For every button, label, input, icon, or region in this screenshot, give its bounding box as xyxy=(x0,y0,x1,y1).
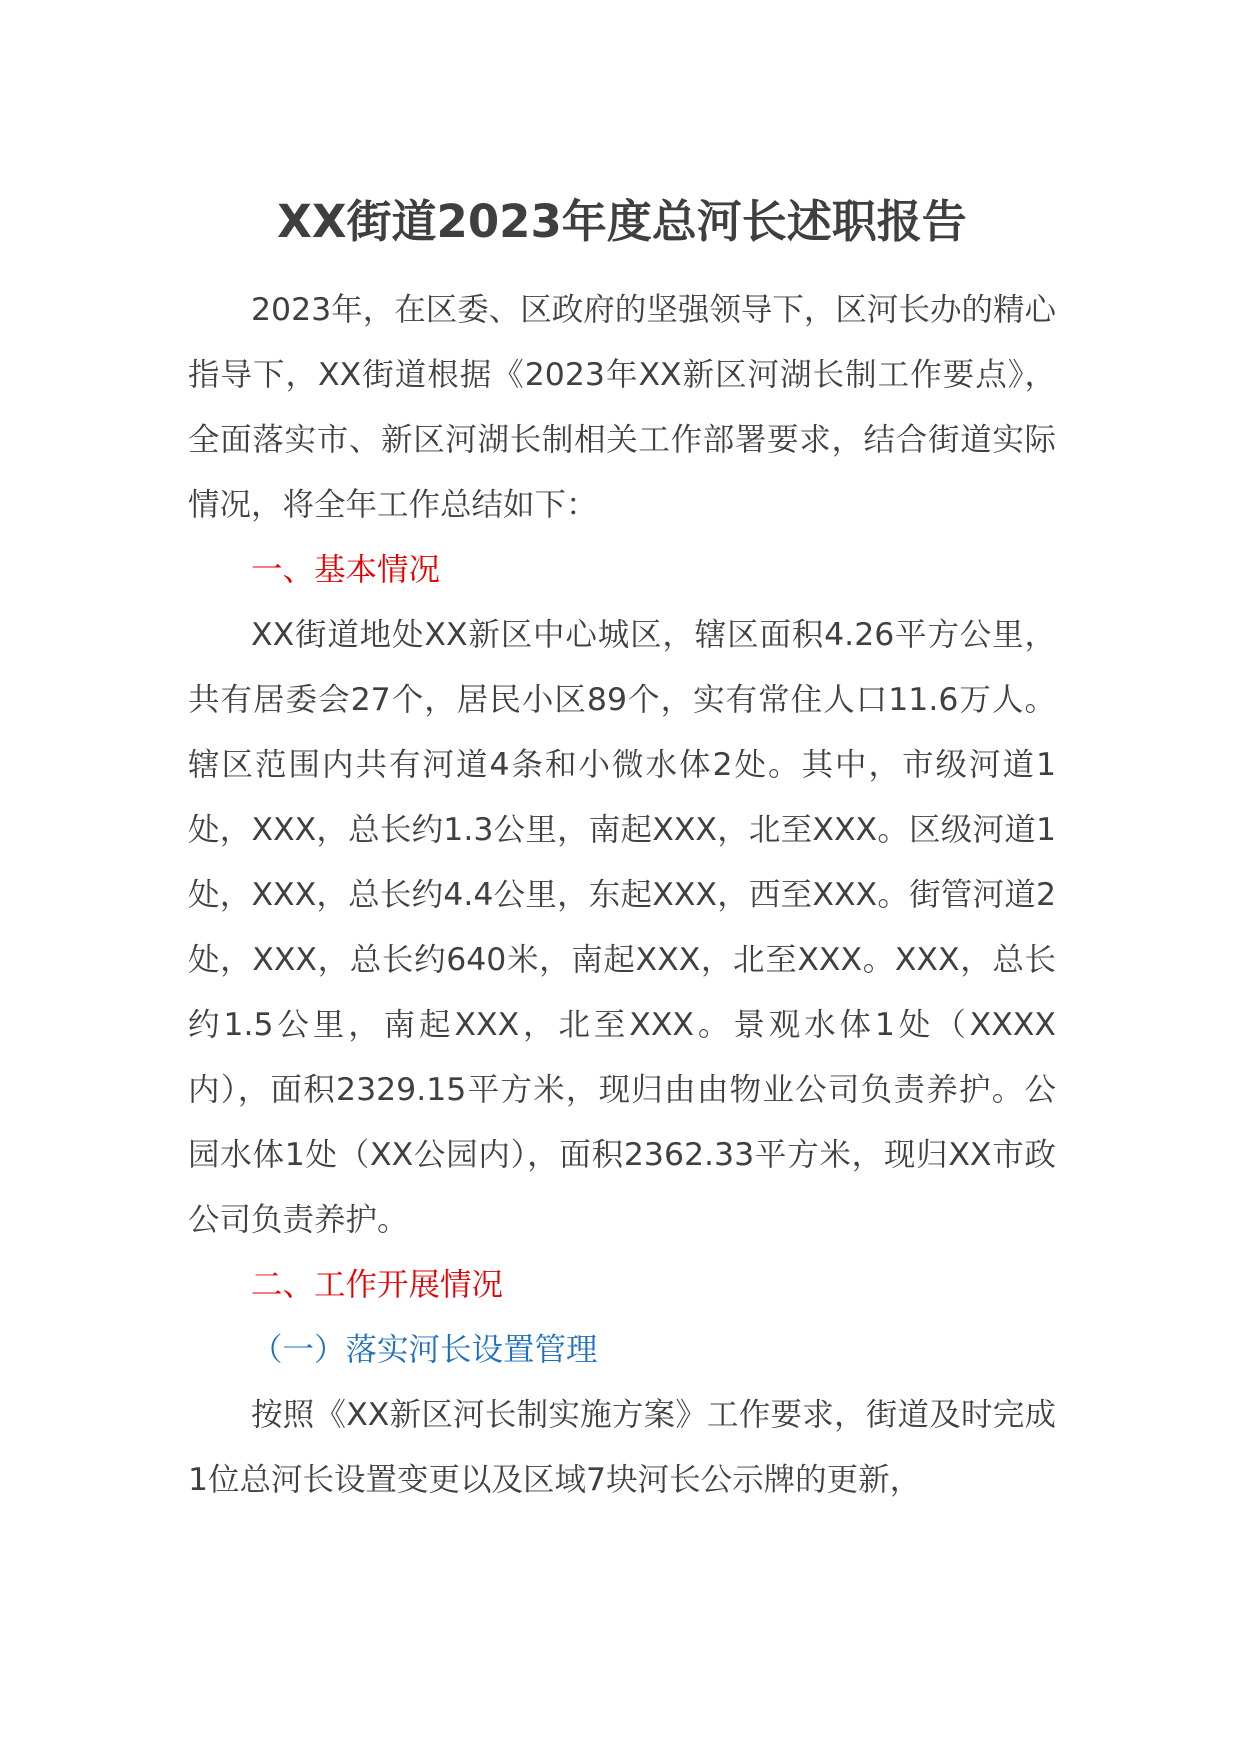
document-content xyxy=(188,188,1056,1513)
river-chief-paragraph: 按照《XX新区河长制实施方案》工作要求，街道及时完成1位总河长设置变更以及区域7块河长公示牌的更新， xyxy=(188,1397,1056,1498)
section-heading-work-progress: 二、工作开展情况 xyxy=(251,1267,504,1303)
subsection-heading-river-chief: （一）落实河长设置管理 xyxy=(251,1332,598,1368)
intro-paragraph: 2023年，在区委、区政府的坚强领导下，区河长办的精心指导下，XX街道根据《2023年XX新区河湖长制工作要点》，全面落实市、新区河湖长制相关工作部署要求，结合街道实际情况，将全年工作总结如下： xyxy=(188,292,1056,523)
document-title: XX街道2023年度总河长述职报告 xyxy=(277,195,967,248)
section-heading-basic-info: 一、基本情况 xyxy=(251,552,441,588)
basic-info-paragraph: XX街道地处XX新区中心城区，辖区面积4.26平方公里，共有居委会27个，居民小区89个，实有常住人口11.6万人。辖区范围内共有河道4条和小微水体2处。其中，市级河道1处，XXX，总长约1.3公里，南起XXX，北至XXX。区级河道1处，XXX，总长约4.4公里，东起XXX，西至XXX。街管河道2处，XXX，总长约640米，南起XXX，北至XXX。XXX，总长约1.5公里，南起XXX，北至XXX。景观水体1处（XXXX内），面积2329.15平方米，现归由由物业公司负责养护。公园水体1处（XX公园内），面积2362.33平方米，现归XX市政公司负责养护。 xyxy=(188,617,1056,1238)
